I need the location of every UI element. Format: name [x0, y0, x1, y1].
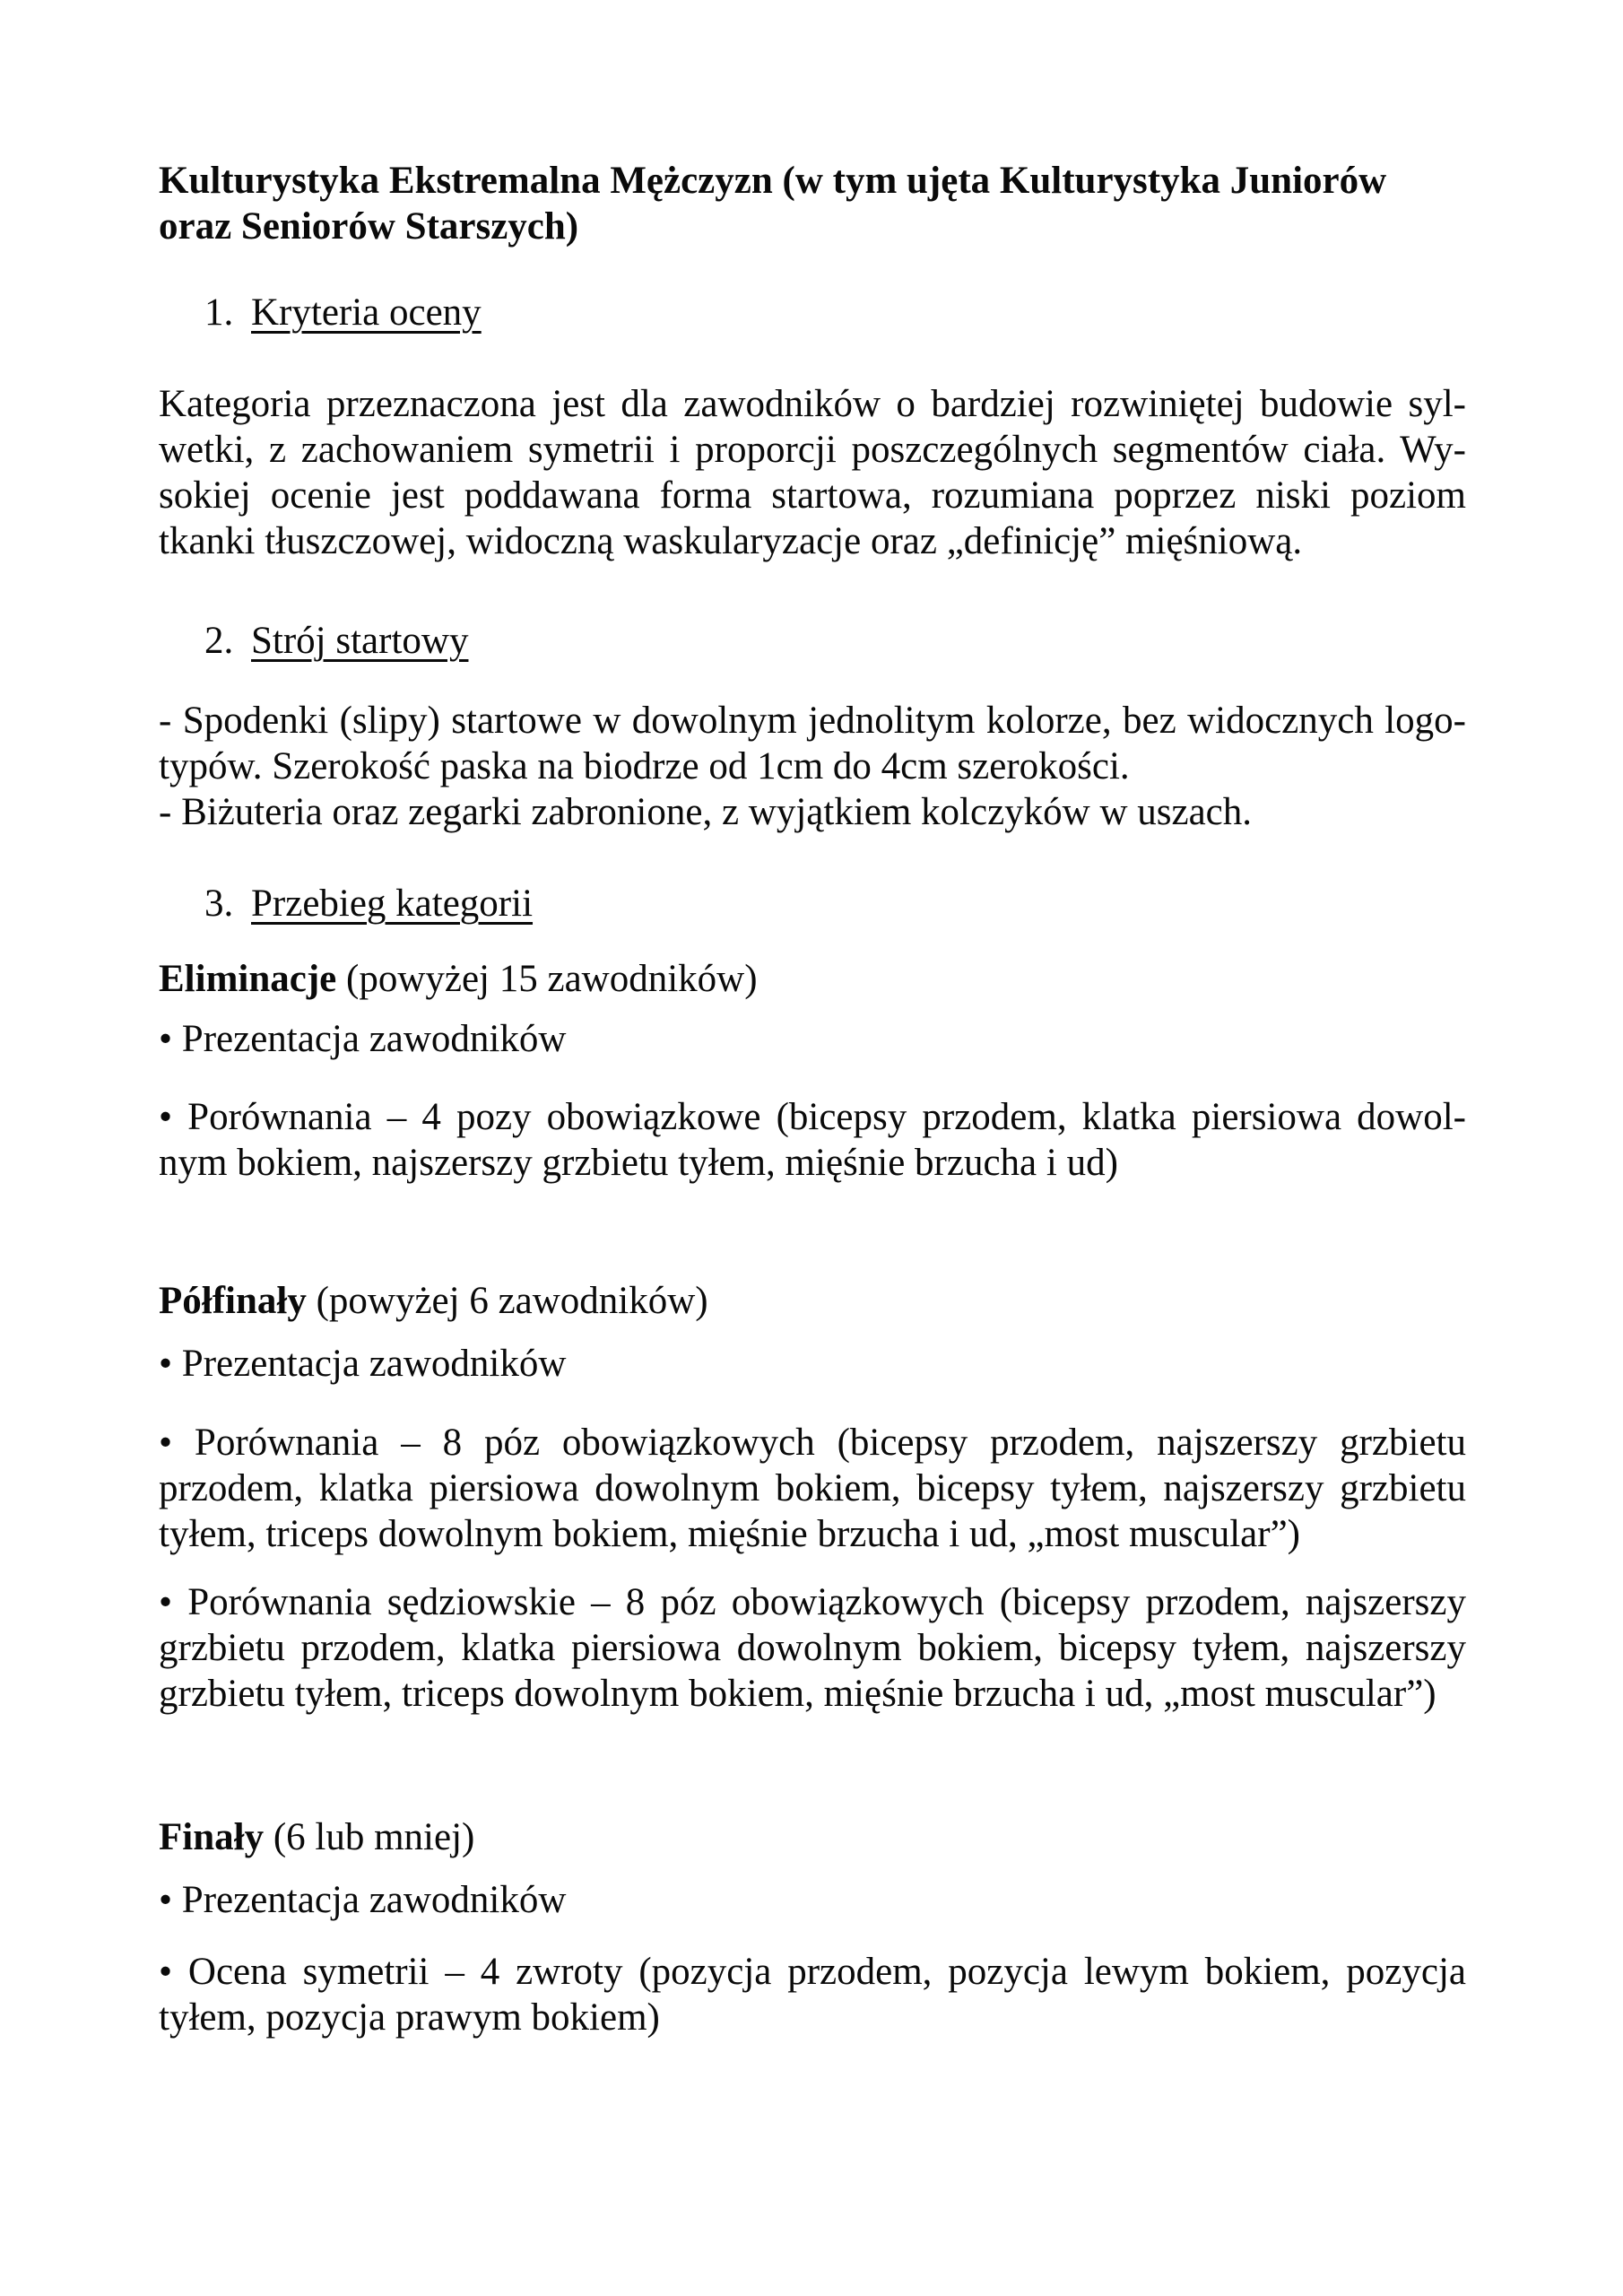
- bullet-item: [159, 1420, 1466, 1557]
- bullet-item: • Prezentacja zawodników: [159, 1018, 567, 1060]
- stage-condition: (powyżej 6 zawodników): [306, 1280, 708, 1322]
- stage-eliminations-header: [159, 956, 1466, 1002]
- attire-rules-paragraph: [159, 698, 1466, 835]
- document-content: [159, 158, 1466, 2040]
- stage-name: Finały: [159, 1816, 265, 1858]
- heading-number: 2.: [204, 620, 234, 662]
- text-line: • Porównania – 8 póz obowiązkowych (bicepsy przodem, najszerszy grzbietu: [159, 1422, 1466, 1464]
- text-line: tyłem, pozycja prawym bokiem): [159, 1996, 660, 2039]
- document-title: [159, 158, 1466, 249]
- heading-number: 3.: [204, 883, 234, 925]
- stage-name: Eliminacje: [159, 958, 337, 1000]
- text-line: nym bokiem, najszerszy grzbietu tyłem, mięśnie brzucha i ud): [159, 1142, 1118, 1184]
- text-line: wetki, z zachowaniem symetrii i proporcji poszczególnych segmentów ciała. Wy-: [159, 429, 1466, 471]
- text-line: tyłem, triceps dowolnym bokiem, mięśnie brzucha i ud, „most muscular”): [159, 1513, 1300, 1555]
- text-line: - Spodenki (slipy) startowe w dowolnym jednolitym kolorze, bez widocznych logo-: [159, 700, 1466, 742]
- text-line: tkanki tłuszczowej, widoczną waskularyzacje oraz „definicję” mięśniową.: [159, 520, 1303, 562]
- heading-kryteria-oceny: [159, 290, 1466, 335]
- criteria-paragraph: [159, 381, 1466, 564]
- bullet-item: • Prezentacja zawodników: [159, 1343, 567, 1385]
- text-line: grzbietu przodem, klatka piersiowa dowolnym bokiem, bicepsy tyłem, najszerszy: [159, 1627, 1466, 1669]
- text-line: sokiej ocenie jest poddawana forma startowa, rozumiana poprzez niski poziom: [159, 474, 1466, 517]
- stage-semifinals-header: [159, 1278, 1466, 1324]
- stage-condition: (6 lub mniej): [264, 1816, 475, 1858]
- text-line: • Ocena symetrii – 4 zwroty (pozycja przodem, pozycja lewym bokiem, pozycja: [159, 1951, 1466, 1993]
- heading-stroj-startowy: [159, 618, 1466, 664]
- text-line: Kategoria przeznaczona jest dla zawodników o bardziej rozwiniętej budowie syl-: [159, 383, 1466, 425]
- bullet-item: [159, 1094, 1466, 1186]
- stage-condition: (powyżej 15 zawodników): [336, 958, 758, 1000]
- text-line: • Porównania sędziowskie – 8 póz obowiązkowych (bicepsy przodem, najszerszy: [159, 1581, 1466, 1623]
- title-line: oraz Seniorów Starszych): [159, 205, 579, 248]
- heading-label: Strój startowy: [251, 620, 469, 662]
- heading-label: Przebieg kategorii: [251, 883, 534, 925]
- text-line: typów. Szerokość paska na biodrze od 1cm do 4cm szerokości.: [159, 745, 1130, 787]
- text-line: przodem, klatka piersiowa dowolnym bokiem, bicepsy tyłem, najszerszy grzbietu: [159, 1467, 1466, 1509]
- text-line: - Biżuteria oraz zegarki zabronione, z wyjątkiem kolczyków w uszach.: [159, 791, 1253, 833]
- heading-label: Kryteria oceny: [251, 291, 482, 334]
- text-line: grzbietu tyłem, triceps dowolnym bokiem, mięśnie brzucha i ud, „most muscular”): [159, 1673, 1436, 1715]
- bullet-item: [159, 1579, 1466, 1717]
- heading-number: 1.: [204, 291, 234, 334]
- stage-finals-header: [159, 1814, 1466, 1860]
- bullet-item: [159, 1949, 1466, 2040]
- stage-name: Półfinały: [159, 1280, 307, 1322]
- heading-przebieg-kategorii: [159, 881, 1466, 926]
- title-line: Kulturystyka Ekstremalna Mężczyzn (w tym ujęta Kulturystyka Juniorów: [159, 160, 1387, 202]
- bullet-item: • Prezentacja zawodników: [159, 1879, 567, 1921]
- text-line: • Porównania – 4 pozy obowiązkowe (bicepsy przodem, klatka piersiowa dowol-: [159, 1096, 1466, 1138]
